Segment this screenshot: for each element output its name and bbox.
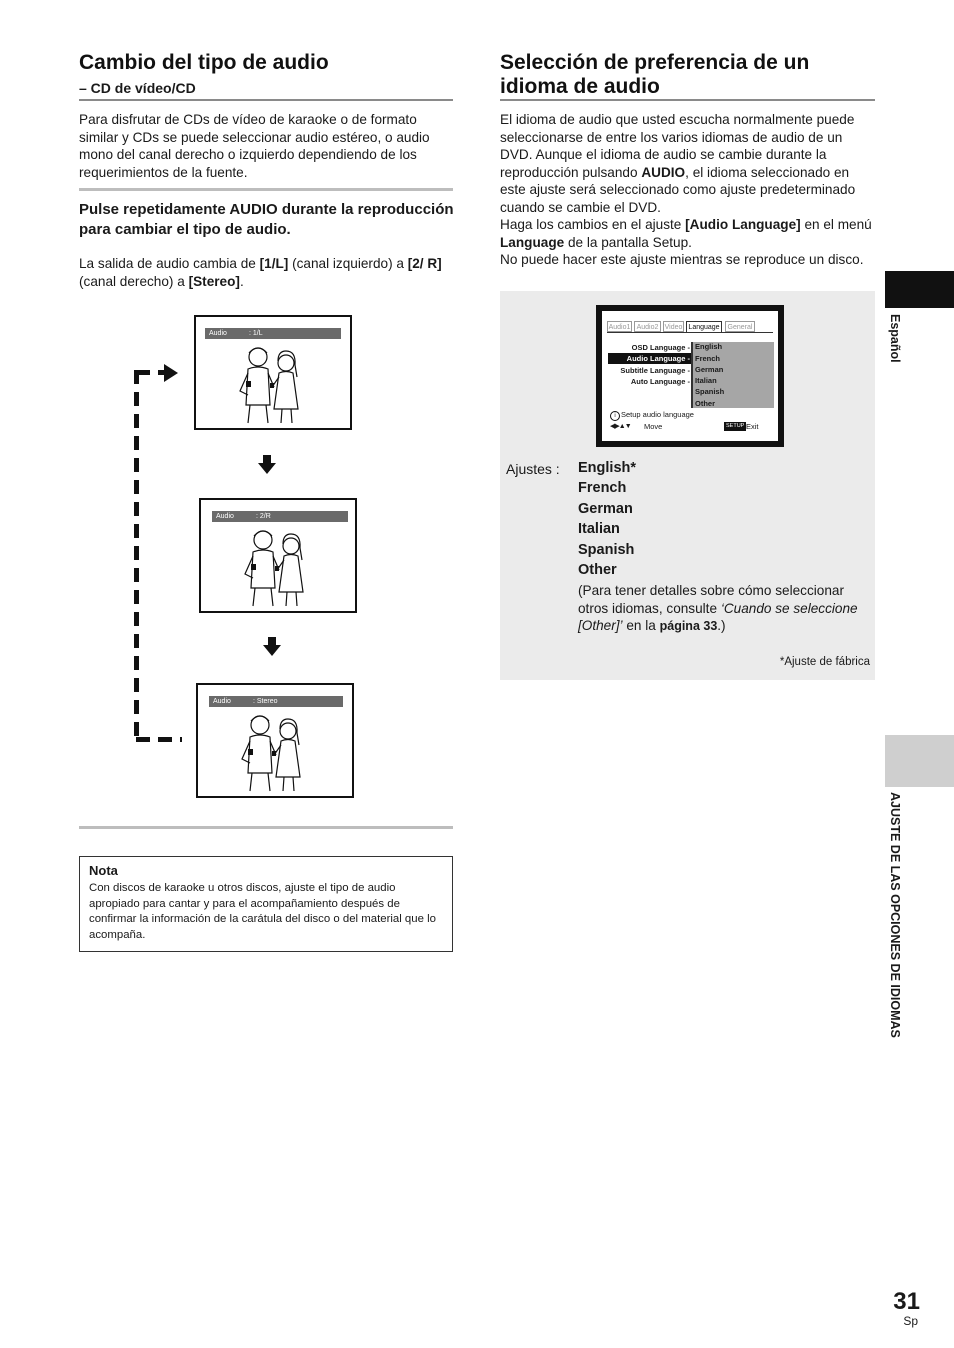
info-icon: i xyxy=(610,411,620,421)
setup-screen-inner xyxy=(602,311,778,441)
down-arrowhead-icon xyxy=(258,463,276,474)
loop-arrowhead-icon xyxy=(164,364,178,382)
menu-audio-language[interactable]: Audio Language - xyxy=(626,354,690,363)
p2-text-a: Haga los cambios en el ajuste xyxy=(500,217,686,232)
loop-dash-top xyxy=(136,370,164,375)
down-arrowhead-icon xyxy=(263,645,281,656)
karaoke-singers-image xyxy=(239,526,313,608)
tab-audio2[interactable]: Audio2 xyxy=(634,321,661,332)
page-suffix: Sp xyxy=(903,1314,918,1328)
setup-screen xyxy=(596,305,784,447)
screen-stereo xyxy=(196,683,354,798)
right-body xyxy=(500,111,878,269)
osd-label: Audio xyxy=(213,698,231,705)
nota-title: Nota xyxy=(89,863,118,878)
osd-value: : 1/L xyxy=(249,330,263,337)
factory-default-note: *Ajuste de fábrica xyxy=(779,656,870,668)
nota-text: Con discos de karaoke u otros discos, ajuste el tipo de audio apropiado para cantar y para el acompañamiento después de confirmar la información de la carátula del disco o del material que lo acompaña. xyxy=(89,882,436,941)
sidebar-section-label: AJUSTE DE LAS OPCIONES DE IDIOMAS xyxy=(888,792,902,1038)
p2-bold-language: Language xyxy=(500,234,565,250)
ajuste-french: French xyxy=(578,480,627,497)
right-paragraph-1 xyxy=(500,111,878,216)
output-text-4: . xyxy=(239,273,244,289)
menu-auto-language[interactable]: Auto Language - xyxy=(630,377,690,386)
p1-text-a: El idioma de audio que usted escucha normalmente puede seleccionarse de entre los varios idiomas de audio de un DVD. Aunque el idioma de audio se cambie durante la reproducción pulsando xyxy=(500,112,855,180)
output-bold-1l: [1/L] xyxy=(259,256,289,271)
sidebar-language-label: Español xyxy=(888,314,902,363)
arrow-keys-icon: ◀▶▲▼ xyxy=(610,423,631,430)
tab-language[interactable]: Language xyxy=(686,321,722,332)
note-text-e: .) xyxy=(717,618,726,634)
output-text-3: (canal derecho) a xyxy=(79,273,189,289)
menu-osd-language[interactable]: OSD Language - xyxy=(631,343,690,352)
loop-dash-vertical xyxy=(134,370,139,738)
right-paragraph-2 xyxy=(500,216,878,251)
right-paragraph-3: No puede hacer este ajuste mientras se reproduce un disco. xyxy=(500,252,864,267)
down-arrow-icon xyxy=(263,455,271,463)
karaoke-singers-image xyxy=(236,711,310,793)
osd-value: : 2/R xyxy=(256,513,271,520)
option-german[interactable]: German xyxy=(695,365,724,374)
ajuste-spanish: Spanish xyxy=(578,541,635,558)
left-title: Cambio del tipo de audio xyxy=(79,51,329,74)
note-text-a: (Para tener detalles sobre cómo seleccionar otros idiomas, consulte xyxy=(578,583,844,616)
left-title-rule xyxy=(79,99,453,101)
tab-audio1[interactable]: Audio1 xyxy=(607,321,632,332)
left-divider-top xyxy=(79,188,453,191)
p2-text-c: en el menú xyxy=(800,217,872,232)
tab-underline xyxy=(607,332,773,333)
setup-move-text: Move xyxy=(644,422,663,431)
ajustes-note xyxy=(578,582,868,636)
nota-box xyxy=(79,856,453,952)
osd-bar-1l xyxy=(205,328,341,339)
note-page-ref: página 33 xyxy=(659,619,718,634)
left-subtitle: – CD de vídeo/CD xyxy=(79,80,196,96)
ajuste-german: German xyxy=(578,500,633,517)
left-intro: Para disfrutar de CDs de vídeo de karaoke o de formato similar y CDs se puede seleccionar audio estéreo, o audio mono del canal derecho o izquierdo dependiendo de los requerimientos de la fuente. xyxy=(79,112,430,180)
ajuste-other: Other xyxy=(578,562,617,579)
setup-exit-text: Exit xyxy=(746,422,759,431)
page-number: 31 xyxy=(893,1288,920,1315)
note-italic-ref: ‘Cuando se seleccione [Other]’ xyxy=(578,600,858,634)
ajuste-english: English* xyxy=(578,460,637,476)
screen-1l xyxy=(194,315,352,430)
tab-video[interactable]: Video xyxy=(663,321,684,332)
output-text-1: La salida de audio cambia de xyxy=(79,256,260,271)
p2-bold-audio-language: [Audio Language] xyxy=(685,217,801,232)
setup-tabs xyxy=(607,321,773,332)
option-english[interactable]: English xyxy=(695,342,723,351)
option-spanish[interactable]: Spanish xyxy=(695,387,725,396)
output-text-2: (canal izquierdo) a xyxy=(288,256,408,271)
down-arrow-icon xyxy=(268,637,276,645)
ajustes-list xyxy=(578,458,868,636)
screen-2r xyxy=(199,498,357,613)
left-output-text xyxy=(79,255,454,290)
option-french[interactable]: French xyxy=(695,354,721,363)
note-text-c: en la xyxy=(622,618,660,634)
right-title xyxy=(500,51,809,99)
right-title-rule xyxy=(500,99,875,101)
tab-general[interactable]: General xyxy=(725,321,755,332)
osd-label: Audio xyxy=(216,513,234,520)
p2-text-e: de la pantalla Setup. xyxy=(564,234,692,250)
osd-value: : Stereo xyxy=(253,698,278,705)
osd-bar-stereo xyxy=(209,696,343,707)
p1-bold-audio: AUDIO xyxy=(641,164,686,180)
karaoke-singers-image xyxy=(234,343,308,425)
options-list-edge xyxy=(691,342,693,408)
osd-label: Audio xyxy=(209,330,227,337)
loop-dash-bottom xyxy=(136,737,182,742)
right-title-line2: idioma de audio xyxy=(500,75,660,98)
ajuste-italian: Italian xyxy=(578,521,620,538)
menu-subtitle-language[interactable]: Subtitle Language - xyxy=(620,366,690,375)
left-divider-bottom xyxy=(79,826,453,829)
setup-help-text: Setup audio language xyxy=(621,410,694,419)
output-bold-stereo: [Stereo] xyxy=(188,273,240,289)
ajustes-label: Ajustes : xyxy=(506,461,560,477)
left-instruction: Pulse repetidamente AUDIO durante la reproducción para cambiar el tipo de audio. xyxy=(79,201,454,238)
p1-text-c: , el idioma seleccionado en este ajuste será seleccionado como ajuste predeterminado cuando se cambie el DVD. xyxy=(500,164,856,215)
sidebar-gray-tab xyxy=(885,735,954,787)
option-other[interactable]: Other xyxy=(695,399,716,408)
sidebar-black-tab xyxy=(885,271,954,308)
option-italian[interactable]: Italian xyxy=(695,376,717,385)
setup-key-icon: SETUP xyxy=(726,423,745,429)
right-title-line1: Selección de preferencia de un xyxy=(500,51,810,74)
output-bold-2r: [2/ R] xyxy=(407,256,442,271)
osd-bar-2r xyxy=(212,511,348,522)
